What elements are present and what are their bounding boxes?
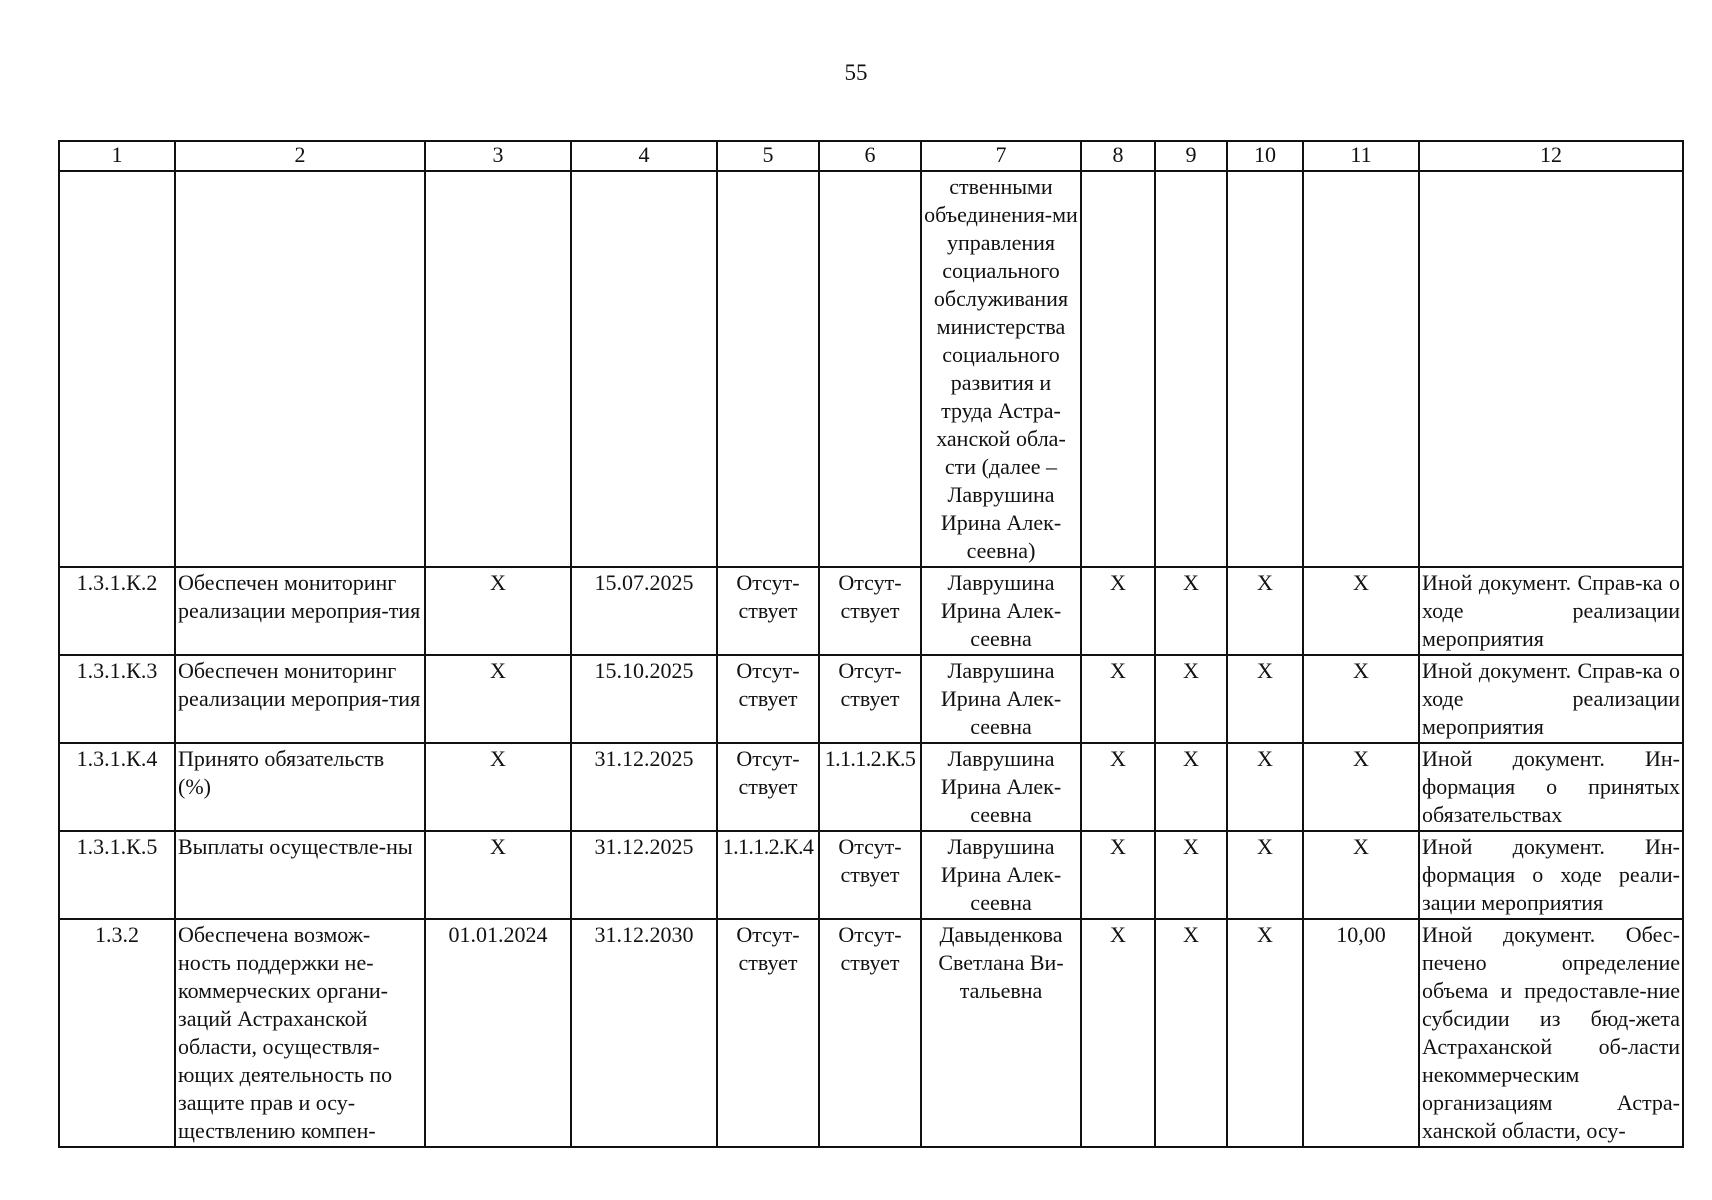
column-header: 4 bbox=[571, 141, 717, 171]
table-cell: X bbox=[1227, 743, 1303, 831]
table-cell: X bbox=[1227, 655, 1303, 743]
item-code: 1.3.1.К.4 bbox=[59, 743, 175, 831]
document-type-cell: Иной документ. Справ-ка о ходе реализации мероприятия bbox=[1419, 567, 1683, 655]
table-cell: X bbox=[1227, 567, 1303, 655]
end-date: 15.07.2025 bbox=[571, 567, 717, 655]
table-cell: X bbox=[1081, 743, 1155, 831]
column-header: 3 bbox=[425, 141, 571, 171]
table-cell bbox=[1081, 171, 1155, 567]
table-cell: X bbox=[1081, 831, 1155, 919]
table-cell bbox=[1419, 171, 1683, 567]
column-header: 12 bbox=[1419, 141, 1683, 171]
successor: Отсут-ствует bbox=[819, 919, 921, 1147]
table-cell bbox=[425, 171, 571, 567]
column-header: 8 bbox=[1081, 141, 1155, 171]
document-type-cell: Иной документ. Справ-ка о ходе реализации мероприятия bbox=[1419, 655, 1683, 743]
start-date: X bbox=[425, 655, 571, 743]
responsible-cell: Лаврушина Ирина Алек-сеевна bbox=[921, 743, 1081, 831]
responsible-cell: Лаврушина Ирина Алек-сеевна bbox=[921, 567, 1081, 655]
table-cell: X bbox=[1155, 655, 1227, 743]
item-code: 1.3.1.К.2 bbox=[59, 567, 175, 655]
table-cell: X bbox=[1227, 919, 1303, 1147]
successor: Отсут-ствует bbox=[819, 567, 921, 655]
table-cell: X bbox=[1227, 831, 1303, 919]
column-header: 10 bbox=[1227, 141, 1303, 171]
table-cell bbox=[717, 171, 819, 567]
item-name: Обеспечен мониторинг реализации мероприя-тия bbox=[175, 567, 425, 655]
column-header: 2 bbox=[175, 141, 425, 171]
table-cell: X bbox=[1303, 567, 1419, 655]
responsible-cell: Лаврушина Ирина Алек-сеевна bbox=[921, 655, 1081, 743]
item-code: 1.3.1.К.3 bbox=[59, 655, 175, 743]
predecessor: 1.1.1.2.К.4 bbox=[717, 831, 819, 919]
table-cell bbox=[1227, 171, 1303, 567]
table-cell: X bbox=[1081, 567, 1155, 655]
document-type-cell: Иной документ. Обес-печено определение объема и предоставле-ние субсидии из бюд-жета Астраханской об-ласти некоммерческим организациям Астра-ханской области, осу- bbox=[1419, 919, 1683, 1147]
document-type-cell: Иной документ. Ин-формация о принятых обязательствах bbox=[1419, 743, 1683, 831]
table-cell bbox=[571, 171, 717, 567]
start-date: X bbox=[425, 567, 571, 655]
table-row bbox=[59, 831, 1683, 919]
item-name: Выплаты осуществле-ны bbox=[175, 831, 425, 919]
table-cell: X bbox=[1081, 655, 1155, 743]
start-date: X bbox=[425, 743, 571, 831]
table-cell bbox=[819, 171, 921, 567]
table-cell: X bbox=[1155, 567, 1227, 655]
table-row bbox=[59, 567, 1683, 655]
item-name: Принято обязательств (%) bbox=[175, 743, 425, 831]
item-code: 1.3.2 bbox=[59, 919, 175, 1147]
table-cell: X bbox=[1155, 831, 1227, 919]
table-cell bbox=[1155, 171, 1227, 567]
predecessor: Отсут-ствует bbox=[717, 919, 819, 1147]
predecessor: Отсут-ствует bbox=[717, 655, 819, 743]
column-header: 6 bbox=[819, 141, 921, 171]
column-header: 7 bbox=[921, 141, 1081, 171]
table-cell: X bbox=[1155, 919, 1227, 1147]
column-header: 1 bbox=[59, 141, 175, 171]
column-header: 11 bbox=[1303, 141, 1419, 171]
table-row bbox=[59, 655, 1683, 743]
end-date: 15.10.2025 bbox=[571, 655, 717, 743]
predecessor: Отсут-ствует bbox=[717, 743, 819, 831]
table-cell: X bbox=[1303, 743, 1419, 831]
item-name: Обеспечена возмож-ность поддержки не-коммерческих органи-заций Астраханской области, осуществля-ющих деятельность по защите прав и осу-ществлению компен- bbox=[175, 919, 425, 1147]
page-number: 55 bbox=[844, 60, 868, 85]
table-cell: X bbox=[1303, 831, 1419, 919]
responsible-cell: ственными объединения-ми управления социального обслуживания министерства социального развития и труда Астра-ханской обла-сти (далее – Лаврушина Ирина Алек-сеевна) bbox=[921, 171, 1081, 567]
end-date: 31.12.2025 bbox=[571, 743, 717, 831]
table-cell bbox=[175, 171, 425, 567]
end-date: 31.12.2025 bbox=[571, 831, 717, 919]
successor: Отсут-ствует bbox=[819, 831, 921, 919]
predecessor: Отсут-ствует bbox=[717, 567, 819, 655]
table-cell bbox=[1303, 171, 1419, 567]
table-cell: X bbox=[1081, 919, 1155, 1147]
header-row bbox=[59, 141, 1683, 171]
item-code: 1.3.1.К.5 bbox=[59, 831, 175, 919]
end-date: 31.12.2030 bbox=[571, 919, 717, 1147]
start-date: 01.01.2024 bbox=[425, 919, 571, 1147]
successor: Отсут-ствует bbox=[819, 655, 921, 743]
column-header: 9 bbox=[1155, 141, 1227, 171]
document-type-cell: Иной документ. Ин-формация о ходе реали-зации мероприятия bbox=[1419, 831, 1683, 919]
table-cell: X bbox=[1155, 743, 1227, 831]
responsible-cell: Лаврушина Ирина Алек-сеевна bbox=[921, 831, 1081, 919]
table-row bbox=[59, 919, 1683, 1147]
table-cell: X bbox=[1303, 655, 1419, 743]
table-row bbox=[59, 743, 1683, 831]
column-header: 5 bbox=[717, 141, 819, 171]
item-name: Обеспечен мониторинг реализации мероприя-тия bbox=[175, 655, 425, 743]
table-cell bbox=[59, 171, 175, 567]
document-table bbox=[58, 140, 1684, 1148]
table-cell: 10,00 bbox=[1303, 919, 1419, 1147]
start-date: X bbox=[425, 831, 571, 919]
table-row-continuation bbox=[59, 171, 1683, 567]
successor: 1.1.1.2.К.5 bbox=[819, 743, 921, 831]
responsible-cell: Давыденкова Светлана Ви-тальевна bbox=[921, 919, 1081, 1147]
